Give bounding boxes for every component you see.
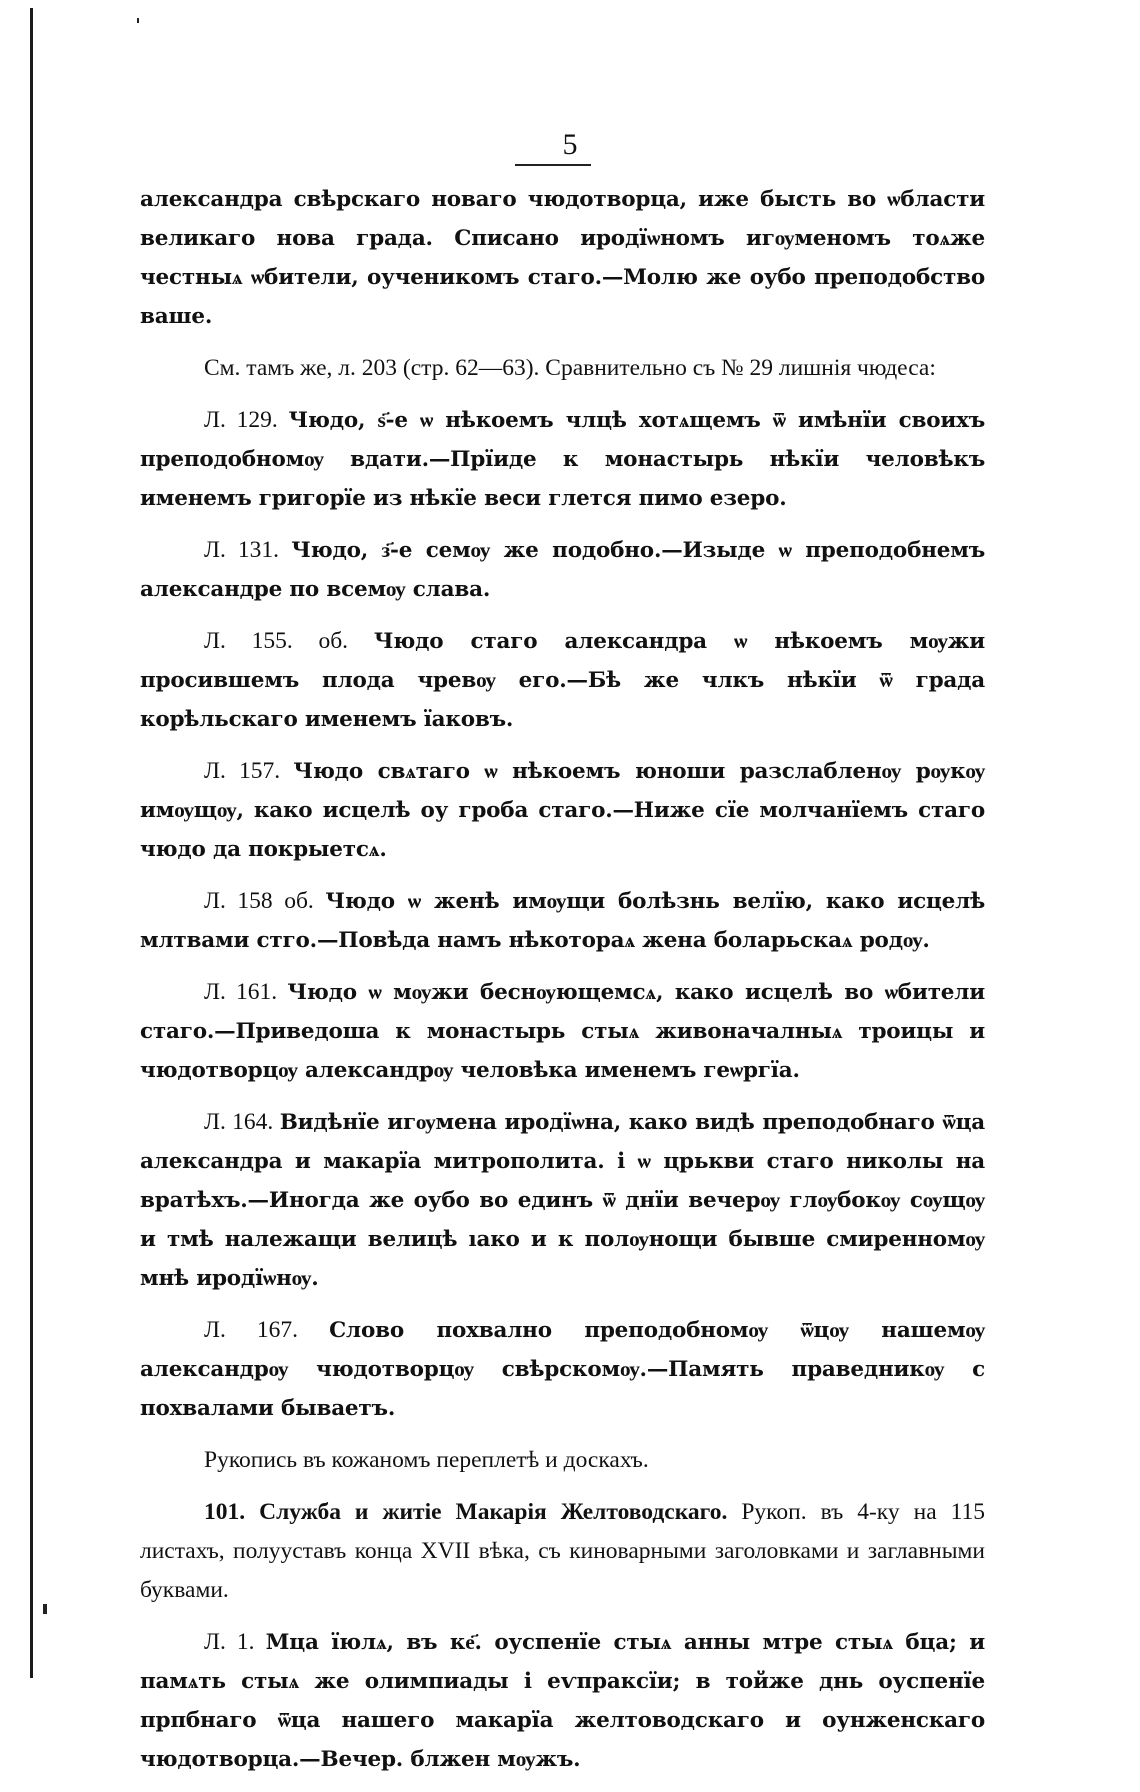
folio-ref: Л. 1. <box>204 1629 255 1655</box>
folio-ref: Л. 157. <box>204 758 281 784</box>
slavonic-text: Видѣнїе игѹмена иродїѡна, како видѣ преподобнаго ѿца александра и макарїа митрополита. і ѡ црькви стаго николы на вратѣхъ.—Иногда же оубо во единъ ѿ днїи вечерѹ глѹбокѹ сѹщѹ и тмѣ належащи велицѣ ıако и к полѹнощи бывше смиренномѹ мнѣ иродїѡнѹ. <box>140 1110 985 1291</box>
folio-entry <box>140 1103 985 1298</box>
page-number-rule <box>515 164 591 166</box>
body-text: См. тамъ же, л. 203 (стр. 62—63). Сравнительно съ № 29 лишнія чюдеса: <box>204 355 936 381</box>
binding-note <box>140 1441 985 1480</box>
page-number: 5 <box>562 128 578 161</box>
scan-left-edge <box>30 8 33 1678</box>
slavonic-text: Чюдо стаго александра ѡ нѣкоемъ мѹжи просившемъ плода чревѹ его.—Бѣ же члкъ нѣкїи ѿ града корѣльскаго именемъ їаковъ. <box>140 629 985 732</box>
folio-ref: Л. 155. об. <box>204 628 349 654</box>
slavonic-text: Чюдо свѧтаго ѡ нѣкоемъ юноши разслабленѹ рѹкѹ имѹщѹ, како исцелѣ оу гроба стаго.—Ниже сїе молчанїемъ стаго чюдо да покрыетсѧ. <box>140 759 986 862</box>
scan-speck <box>137 18 139 23</box>
slavonic-text: Чюдо ѡ женѣ имѹщи болѣзнь велїю, како исцелѣ млтвами стго.—Повѣда намъ нѣкотораѧ жена боларьскаѧ родѹ. <box>140 889 986 953</box>
folio-entry <box>140 752 985 869</box>
scan-speck <box>43 1604 47 1614</box>
slavonic-text: александра свѣрскаго новаго чюдотворца, иже бысть во ѡбласти великаго нова града. Списано иродїѡномъ игѹменомъ тоѧже честныѧ ѡбители, оученикомъ стаго.—Молю же оубо преподобство ваше. <box>140 187 985 329</box>
folio-ref: Л. 158 об. <box>204 888 314 914</box>
body-text: Рукопись въ кожаномъ переплетѣ и доскахъ. <box>204 1447 649 1473</box>
intro-quote-paragraph <box>140 180 985 336</box>
folio-ref: Л. 131. <box>204 537 280 563</box>
folio-ref: Л. 167. <box>204 1317 299 1343</box>
page-body <box>140 180 985 1792</box>
folio-ref: Л. 161. <box>204 979 278 1005</box>
entry-title: 101. Служба и житіе Макарія Желтоводскаго. <box>204 1499 728 1525</box>
entry-description: Рукоп. въ 4-ку на 115 листахъ, полууставъ конца XVII вѣка, съ киноварными заголовками и заглавными буквами. <box>140 1499 986 1603</box>
folio-entry <box>140 622 985 739</box>
folio-entry <box>140 401 985 518</box>
reference-paragraph <box>140 349 985 388</box>
folio-entry <box>140 1623 985 1779</box>
folio-entry <box>140 531 985 609</box>
folio-entry <box>140 882 985 960</box>
slavonic-text: Мца їюлѧ, въ ке҃. оуспенїе стыѧ анны мтре стыѧ бца; и памѧть стыѧ же олимпиады і еѵпраксїи; в тойже днь оуспенїе прпбнаго ѿца нашего макарїа желтоводскаго и оунженскаго чюдотворца.—Вечер. блжен мѹжъ. <box>140 1630 985 1772</box>
folio-entry <box>140 1311 985 1428</box>
folio-entry <box>140 973 985 1090</box>
slavonic-text: Чюдо, ѕ҃-е ѡ нѣкоемъ члцѣ хотѧщемъ ѿ имѣнїи своихъ преподобномѹ вдати.—Прїиде к монастырь нѣкїи человѣкъ именемъ григорїе из нѣкїе веси глется пимо езеро. <box>140 408 986 511</box>
folio-ref: Л. 164. <box>204 1109 274 1135</box>
folio-ref: Л. 129. <box>204 407 278 433</box>
catalog-entry-101 <box>140 1493 985 1610</box>
slavonic-text: Чюдо ѡ мѹжи беснѹющемсѧ, како исцелѣ во ѡбители стаго.—Приведоша к монастырь стыѧ живоначалныѧ троицы и чюдотворцѹ александрѹ человѣка именемъ геѡргїа. <box>140 980 985 1083</box>
slavonic-text: Чюдо, з҃-е семѹ же подобно.—Изыде ѡ преподобнемъ александре по всемѹ слава. <box>140 538 985 602</box>
slavonic-text: Слово похвално преподобномѹ ѿцѹ нашемѹ александрѹ чюдотворцѹ свѣрскомѹ.—Память праведникѹ с похвалами бываетъ. <box>140 1318 985 1421</box>
